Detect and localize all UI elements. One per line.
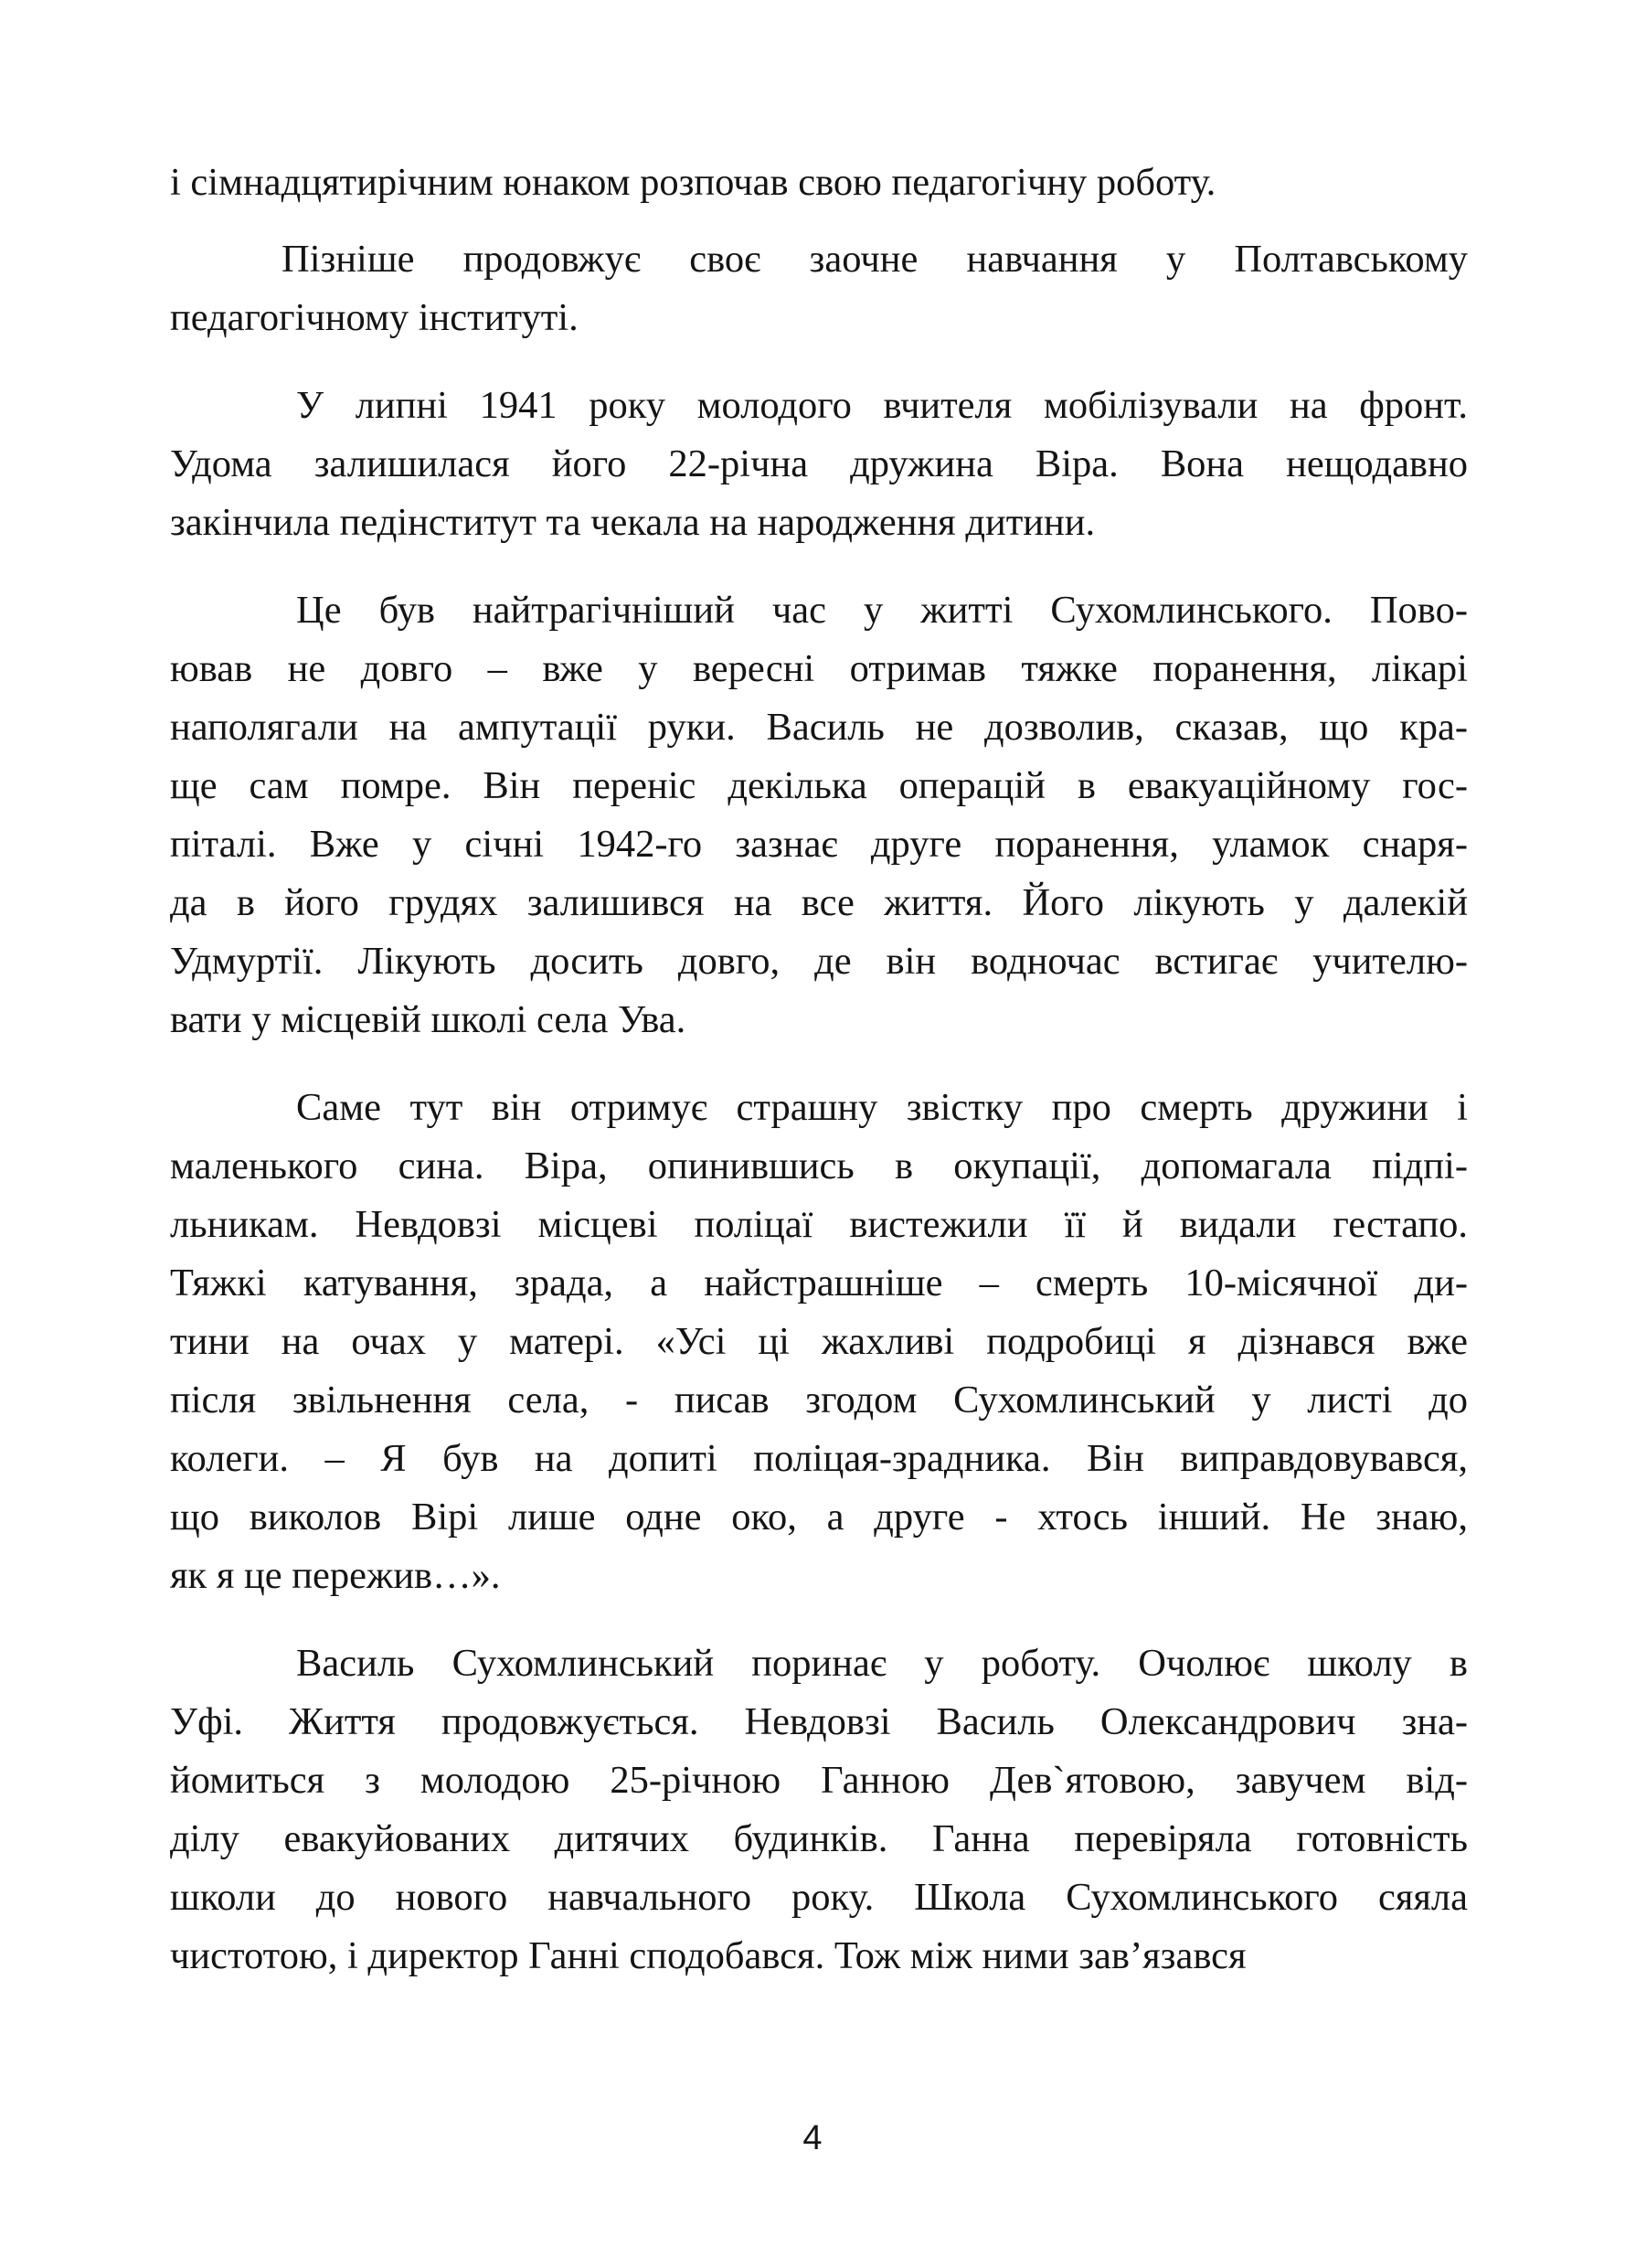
text-line: Удома залишилася його 22-річна дружина Віра. Вона нещодавно — [170, 442, 1468, 485]
text-line: і сімнадцятирічним юнаком розпочав свою педагогічну роботу. — [170, 161, 1216, 204]
text-line: ював не довго – вже у вересні отримав тяжке поранення, лікарі — [170, 647, 1468, 690]
text-line: ділу евакуйованих дитячих будинків. Ганна перевіряла готовність — [170, 1817, 1468, 1860]
paragraph-3 — [170, 377, 1468, 552]
text-line: Удмуртії. Лікують досить довго, де він водночас встигає учителю- — [170, 940, 1468, 983]
text-line: вати у місцевій школі села Ува. — [170, 998, 686, 1041]
text-line: йомиться з молодою 25-річною Ганною Дев`ятовою, завучем від- — [170, 1759, 1468, 1802]
text-line: піталі. Вже у січні 1942-го зазнає друге поранення, уламок снаря- — [170, 823, 1468, 866]
text-line: Василь Сухомлинський поринає у роботу. Очолює школу в — [296, 1642, 1468, 1685]
text-line: Тяжкі катування, зрада, а найстрашніше – смерть 10-місячної ди- — [170, 1262, 1468, 1304]
body-text — [170, 154, 1468, 1986]
text-line: да в його грудях залишився на все життя. Його лікують у далекій — [170, 881, 1468, 924]
page-number: 4 — [802, 2119, 823, 2157]
text-line: колеги. – Я був на допиті поліцая-зрадника. Він виправдовувався, — [170, 1437, 1468, 1480]
text-line: У липні 1941 року молодого вчителя мобілізували на фронт. — [296, 384, 1468, 427]
text-line: Це був найтрагічніший час у житті Сухомлинського. Пово- — [296, 589, 1468, 632]
paragraph-6 — [170, 1634, 1468, 1986]
text-line: що виколов Вірі лише одне око, а друге - хтось інший. Не знаю, — [170, 1496, 1468, 1539]
paragraph-1 — [170, 154, 1468, 212]
text-line: тини на очах у матері. «Усі ці жахливі подробиці я дізнався вже — [170, 1320, 1468, 1363]
text-line: льникам. Невдовзі місцеві поліцаї вистежили її й видали гестапо. — [170, 1203, 1468, 1246]
text-line: маленького сина. Віра, опинившись в окупації, допомагала підпі- — [170, 1145, 1468, 1187]
text-line: як я це пережив…». — [170, 1554, 501, 1597]
paragraph-2 — [170, 230, 1468, 347]
text-line: Пізніше продовжує своє заочне навчання у Полтавському — [281, 238, 1468, 281]
text-line: Саме тут він отримує страшну звістку про смерть дружини і — [296, 1086, 1468, 1129]
text-line: педагогічному інституті. — [170, 296, 579, 339]
paragraph-4 — [170, 581, 1468, 1049]
text-line: школи до нового навчального року. Школа Сухомлинського сяяла — [170, 1876, 1468, 1919]
text-line: наполягали на ампутації руки. Василь не дозволив, сказав, що кра- — [170, 706, 1468, 749]
text-line: Уфі. Життя продовжується. Невдовзі Василь Олександрович зна- — [170, 1700, 1468, 1743]
text-line: закінчила педінститут та чекала на народження дитини. — [170, 501, 1096, 544]
text-line: чистотою, і директор Ганні сподобався. Тож між ними зав’язався — [170, 1934, 1247, 1977]
text-line: ще сам помре. Він переніс декілька операцій в евакуаційному гос- — [170, 764, 1468, 807]
paragraph-5 — [170, 1079, 1468, 1605]
text-line: після звільнення села, - писав згодом Сухомлинський у листі до — [170, 1379, 1468, 1421]
